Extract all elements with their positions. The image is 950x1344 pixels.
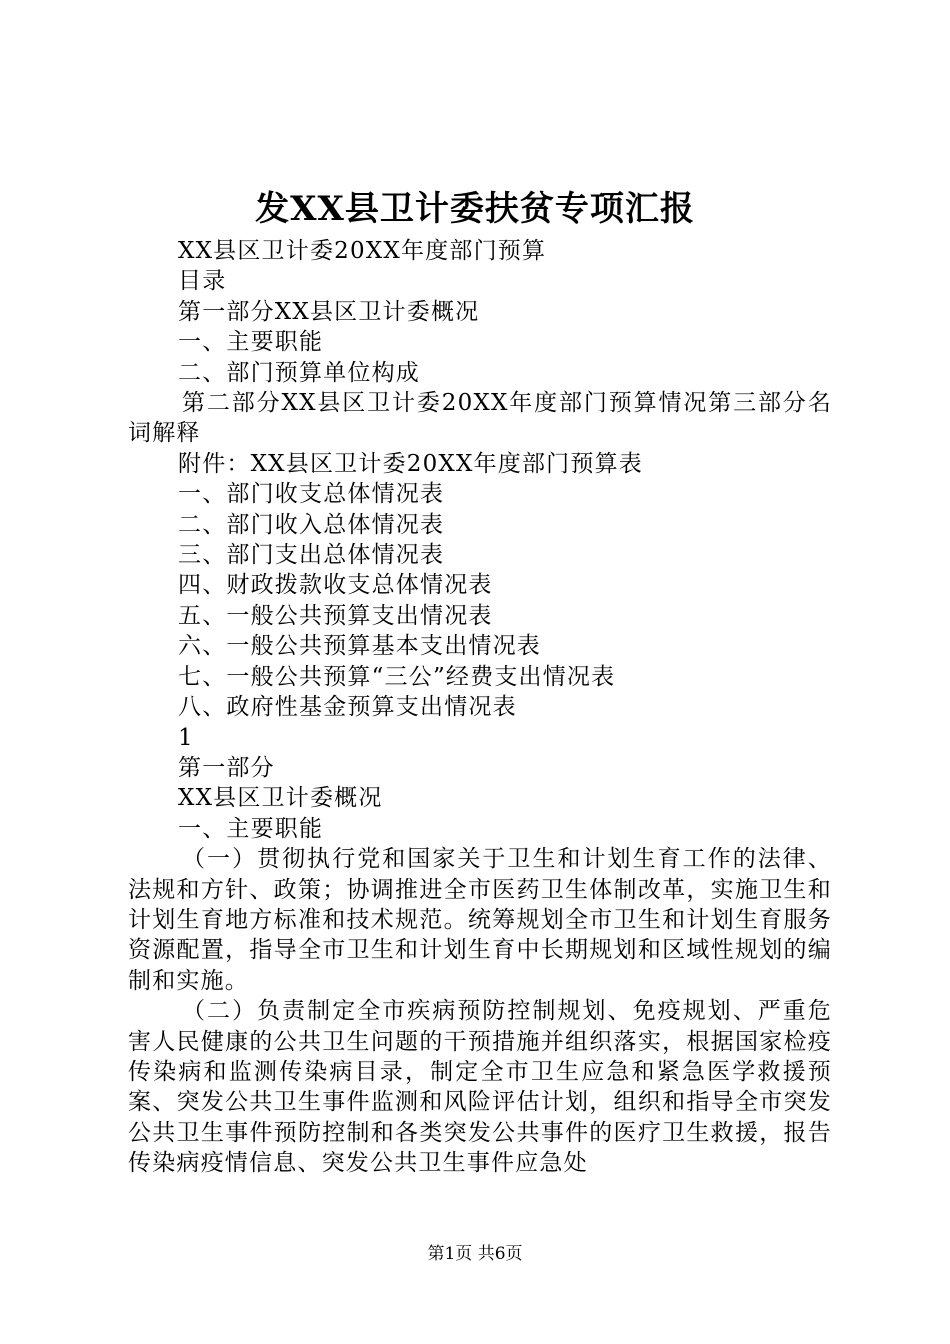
paragraph-duty-2: （二）负责制定全市疾病预防控制规划、免疫规划、严重危害人民健康的公共卫生问题的干预措施并组织落实，根据国家检疫传染病和监测传染病目录，制定全市卫生应急和紧急医学救援预案、突发公共卫生事件监测和风险评估计划，组织和指导全市突发公共卫生事件预防控制和各类突发公共事件的医疗卫生救援，报告传染病疫情信息、突发公共卫生事件应急处 bbox=[128, 998, 832, 1177]
toc-table-8: 八、政府性基金预算支出情况表 bbox=[178, 694, 517, 721]
toc-item-part-one: 第一部分XX县区卫计委概况 bbox=[178, 298, 480, 325]
toc-table-2: 二、部门收入总体情况表 bbox=[178, 511, 445, 538]
toc-item-unit-composition: 二、部门预算单位构成 bbox=[178, 359, 420, 386]
toc-page-number: 1 bbox=[178, 724, 194, 751]
toc-table-5: 五、一般公共预算支出情况表 bbox=[178, 602, 493, 629]
toc-table-7: 七、一般公共预算“三公”经费支出情况表 bbox=[178, 663, 616, 690]
toc-item-attachment: 附件：XX县区卫计委20XX年度部门预算表 bbox=[178, 450, 643, 477]
section-part-one: 第一部分 bbox=[178, 754, 275, 781]
document-body bbox=[128, 236, 832, 1179]
page-footer: 第1页 共6页 bbox=[427, 1244, 523, 1264]
budget-heading: XX县区卫计委20XX年度部门预算 bbox=[178, 238, 547, 264]
toc-table-1: 一、部门收支总体情况表 bbox=[178, 481, 445, 508]
paragraph-duty-1: （一）贯彻执行党和国家关于卫生和计划生育工作的法律、法规和方针、政策；协调推进全市医药卫生体制改革，实施卫生和计划生育地方标准和技术规范。统筹规划全市卫生和计划生育服务资源配置，指导全市卫生和计划生育中长期规划和区域性规划的编制和实施。 bbox=[128, 846, 832, 994]
toc-table-3: 三、部门支出总体情况表 bbox=[178, 542, 445, 569]
document-title: 发XX县卫计委扶贫专项汇报 bbox=[255, 189, 695, 229]
toc-item-main-duties: 一、主要职能 bbox=[178, 329, 324, 356]
section-main-duties: 一、主要职能 bbox=[178, 815, 324, 842]
toc-table-6: 六、一般公共预算基本支出情况表 bbox=[178, 633, 541, 660]
toc-heading: 目录 bbox=[178, 268, 227, 295]
section-overview: XX县区卫计委概况 bbox=[178, 785, 383, 812]
toc-table-4: 四、财政拨款收支总体情况表 bbox=[178, 572, 493, 599]
toc-item-part-two-three: 第二部分XX县区卫计委20XX年度部门预算情况第三部分名词解释 bbox=[128, 390, 832, 447]
